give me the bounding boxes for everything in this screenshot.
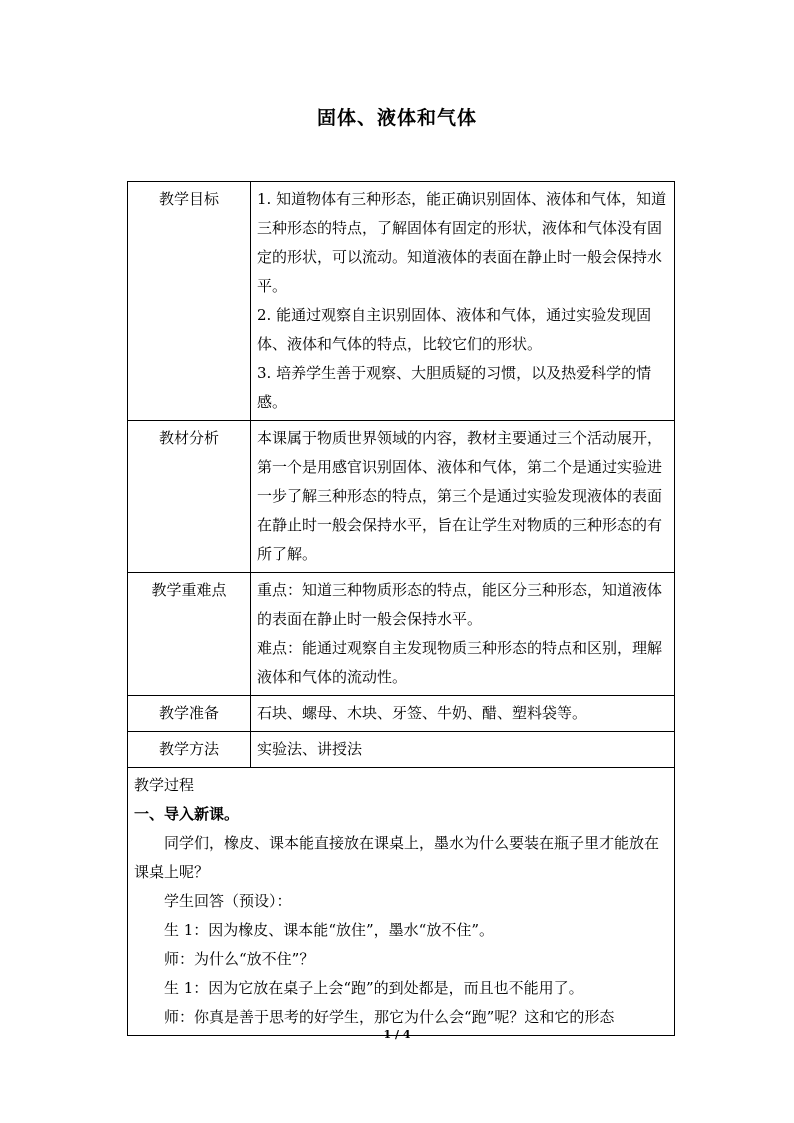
page-number: 1 / 4	[383, 1028, 411, 1041]
row-label-method: 教学方法	[128, 732, 251, 768]
process-paragraph: 生 1：因为它放在桌子上会“跑”的到处都是，而且也不能用了。	[164, 979, 584, 997]
table-row	[128, 696, 675, 732]
objective-item: 2. 能通过观察自主识别固体、液体和气体，通过实验发现固体、液体和气体的特点，比较它们的形状。	[257, 306, 652, 353]
analysis-text: 本课属于物质世界领域的内容，教材主要通过三个活动展开，第一个是用感官识别固体、液体和气体，第二个是通过实验进一步了解三种形态的特点，第三个是通过实验发现液体的表面在静止时一般会保持水平，旨在让学生对物质的三种形态的有所了解。	[257, 429, 663, 563]
table-row	[128, 421, 675, 573]
process-title: 教学过程	[134, 776, 195, 794]
method-text: 实验法、讲授法	[257, 740, 363, 758]
row-label-preparation: 教学准备	[128, 696, 251, 732]
process-paragraph: 学生回答（预设）：	[164, 892, 292, 910]
table-row	[128, 182, 675, 421]
teaching-process-cell	[128, 768, 675, 1036]
objective-item: 3. 培养学生善于观察、大胆质疑的习惯，以及热爱科学的情感。	[257, 364, 652, 411]
row-content-preparation	[251, 696, 675, 732]
process-paragraph: 生 1：因为橡皮、课本能“放住”，墨水“放不住”。	[164, 921, 494, 939]
row-content-analysis	[251, 421, 675, 573]
document-title: 固体、液体和气体	[316, 107, 477, 129]
preparation-text: 石块、螺母、木块、牙签、牛奶、醋、塑料袋等。	[257, 704, 588, 722]
row-label-objectives: 教学目标	[128, 182, 251, 421]
objective-item: 1. 知道物体有三种形态，能正确识别固体、液体和气体，知道三种形态的特点，了解固体有固定的形状，液体和气体没有固定的形状，可以流动。知道液体的表面在静止时一般会保持水平。	[257, 190, 667, 295]
process-paragraph: 师：为什么“放不住”？	[164, 950, 315, 968]
process-paragraph: 师：你真是善于思考的好学生，那它为什么会“跑”呢？这和它的形态	[164, 1008, 615, 1026]
row-content-key-points	[251, 573, 675, 696]
key-point-text: 重点：知道三种物质形态的特点，能区分三种形态，知道液体的表面在静止时一般会保持水平。	[257, 581, 663, 628]
row-content-method	[251, 732, 675, 768]
table-row	[128, 573, 675, 696]
section-heading: 一、导入新课。	[134, 805, 240, 823]
lesson-plan-table	[127, 181, 675, 1036]
table-row	[128, 732, 675, 768]
row-content-objectives	[251, 182, 675, 421]
difficulty-text: 难点：能通过观察自主发现物质三种形态的特点和区别，理解液体和气体的流动性。	[257, 639, 663, 686]
process-paragraph: 同学们，橡皮、课本能直接放在课桌上，墨水为什么要装在瓶子里才能放在课桌上呢？	[134, 834, 660, 881]
row-label-key-points: 教学重难点	[128, 573, 251, 696]
row-label-analysis: 教材分析	[128, 421, 251, 573]
table-row	[128, 768, 675, 1036]
